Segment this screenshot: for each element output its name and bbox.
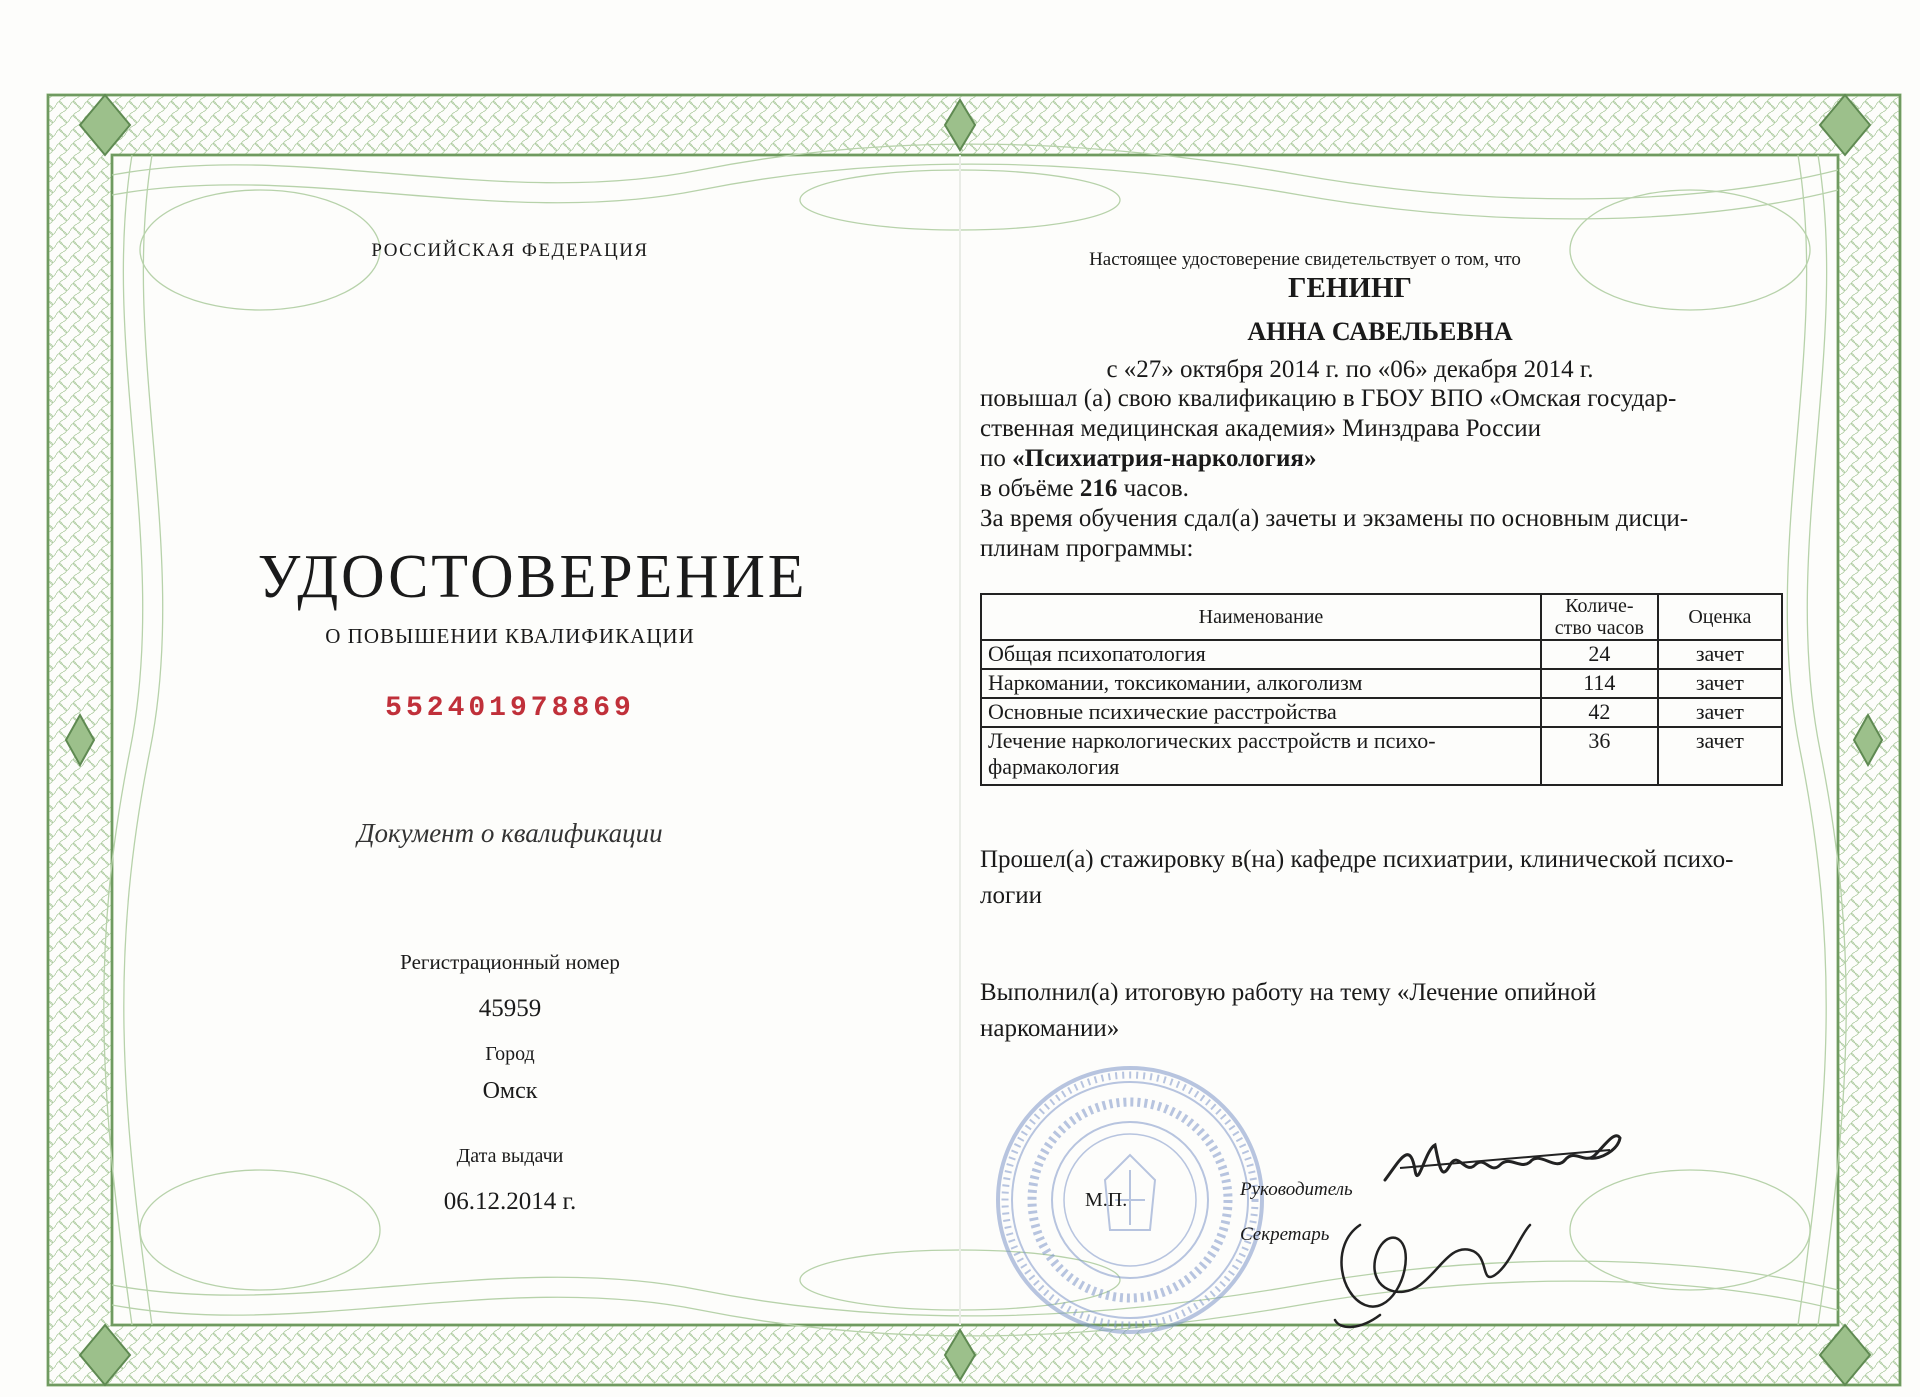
certificate-body [980, 384, 1800, 564]
city-label: Город [485, 1043, 535, 1065]
subject-hours: 114 [1541, 669, 1658, 698]
document-kind: Документ о квалификации [357, 818, 663, 848]
body-line: плинам программы: [980, 535, 1194, 562]
final-work-line1: Выполнил(а) итоговую работу на тему «Лечение опийной [980, 979, 1597, 1006]
subject-hours: 36 [1541, 727, 1658, 785]
header-hours-line2: ство часов [1554, 617, 1644, 639]
table-header-row [981, 594, 1782, 640]
hours-line [980, 474, 1800, 504]
internship-text [980, 842, 1800, 914]
header-hours-line1: Количе- [1565, 595, 1634, 617]
subject-grade: зачет [1658, 640, 1782, 669]
issue-date: 06.12.2014 г. [443, 1188, 577, 1215]
body-line: За время обучения сдал(а) зачеты и экзамены по основным дисци- [980, 505, 1689, 532]
internship-line2: логии [980, 882, 1042, 909]
table-row [981, 640, 1782, 669]
country-heading: РОССИЙСКАЯ ФЕДЕРАЦИЯ [371, 240, 649, 261]
document-title: УДОСТОВЕРЕНИЕ [257, 543, 808, 611]
issue-date-label: Дата выдачи [456, 1145, 564, 1167]
final-work-line2: наркомании» [980, 1015, 1120, 1042]
program-line [980, 444, 1800, 474]
program-name: «Психиатрия-наркология» [1012, 445, 1317, 472]
subjects-table [980, 593, 1783, 786]
body-line: повышал (а) свою квалификацию в ГБОУ ВПО «Омская государ- [980, 385, 1677, 412]
header-name: Наименование [981, 594, 1541, 640]
subject-name: Общая психопатология [981, 640, 1541, 669]
secretary-signature-icon [1320, 1205, 1540, 1335]
table-row [981, 727, 1782, 785]
subject-name [981, 727, 1541, 785]
final-work-text [980, 975, 1700, 1047]
subject-grade: зачет [1658, 698, 1782, 727]
subject-name: Наркомании, токсикомании, алкоголизм [981, 669, 1541, 698]
registration-label: Регистрационный номер [400, 950, 620, 974]
program-prefix: по [980, 445, 1013, 472]
secretary-label: Секретарь [1240, 1224, 1330, 1245]
internship-line1: Прошел(а) стажировку в(на) кафедре психиатрии, клинической психо- [980, 846, 1734, 873]
document-subtitle: О ПОВЫШЕНИИ КВАЛИФИКАЦИИ [325, 624, 695, 648]
subject-hours: 42 [1541, 698, 1658, 727]
body-line: ственная медицинская академия» Минздрава России [980, 415, 1542, 442]
given-names: АННА САВЕЛЬЕВНА [1247, 317, 1513, 346]
subject-hours: 24 [1541, 640, 1658, 669]
registration-number: 45959 [478, 995, 542, 1022]
city-value: Омск [482, 1078, 538, 1104]
table-row [981, 698, 1782, 727]
hours-suffix: часов. [1117, 475, 1189, 502]
head-label: Руководитель [1240, 1179, 1353, 1200]
training-period: с «27» октября 2014 г. по «06» декабря 2014 г. [1106, 356, 1594, 383]
serial-number: 552401978869 [385, 693, 635, 724]
header-grade: Оценка [1658, 594, 1782, 640]
table-row [981, 669, 1782, 698]
head-signature-icon [1380, 1120, 1630, 1210]
certifies-text: Настоящее удостоверение свидетельствует о том, что [1089, 249, 1521, 270]
official-stamp-icon [990, 1060, 1270, 1340]
subject-name: Основные психические расстройства [981, 698, 1541, 727]
total-hours: 216 [1079, 475, 1118, 502]
subject-grade: зачет [1658, 727, 1782, 785]
subject-grade: зачет [1658, 669, 1782, 698]
hours-prefix: в объёме [980, 475, 1080, 502]
surname: ГЕНИНГ [1288, 272, 1412, 304]
seal-label: М.П. [1085, 1189, 1128, 1211]
subject-name-line1: Лечение наркологических расстройств и психо- [988, 728, 1436, 753]
subject-name-line2: фармакология [988, 754, 1120, 779]
header-hours [1541, 594, 1658, 640]
